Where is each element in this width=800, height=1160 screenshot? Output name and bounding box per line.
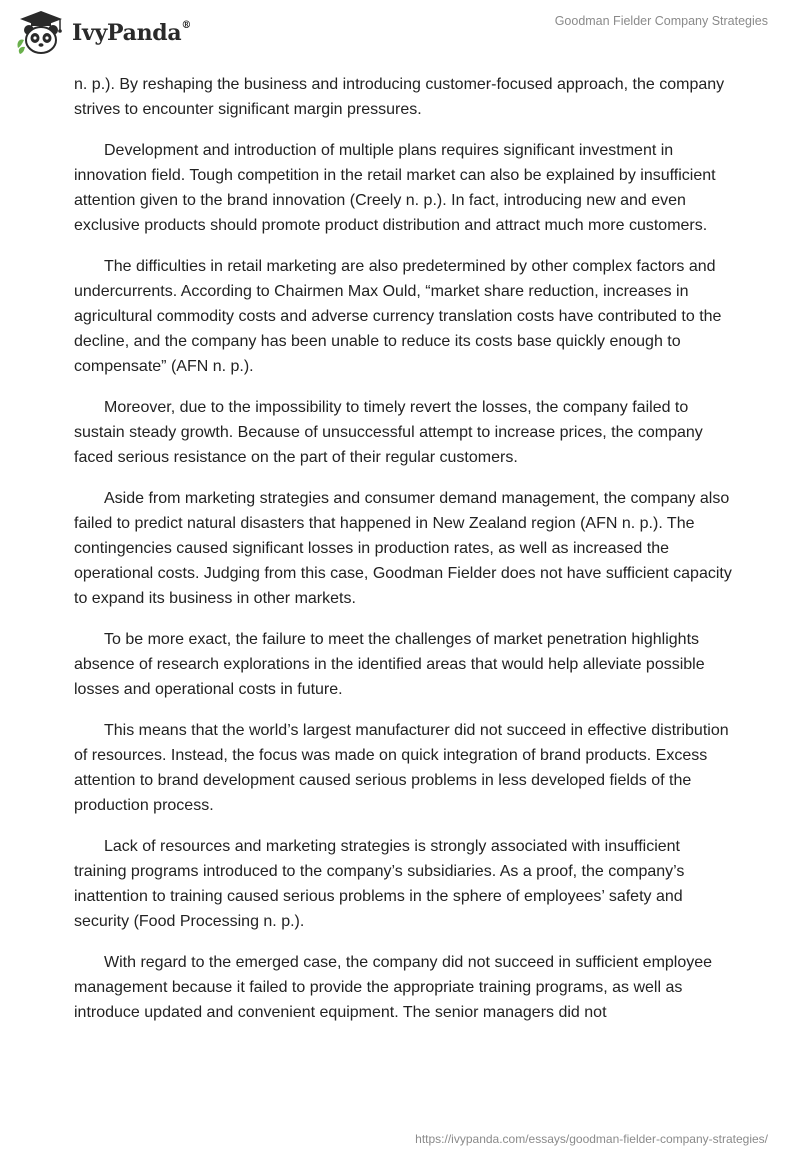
panda-graduate-icon (14, 8, 68, 58)
paragraph: To be more exact, the failure to meet the challenges of market penetration highlights absence of research explorations in the identified areas that would help alleviate possible losses and operational costs in future. (74, 631, 705, 698)
paragraph: Moreover, due to the impossibility to timely revert the losses, the company failed to sustain steady growth. Because of unsuccessful attempt to increase prices, the company faced serious resistance on the part of their regular customers. (74, 399, 703, 466)
essay-body (74, 72, 734, 1041)
page-header (0, 0, 800, 70)
brand-name: IvyPanda® (72, 19, 192, 46)
paragraph: With regard to the emerged case, the company did not succeed in sufficient employee management because it failed to provide the appropriate training programs, as well as introduce updated and convenient equipment. The senior managers did not (74, 954, 713, 1021)
paragraph: n. p.). By reshaping the business and introducing customer-focused approach, the company strives to encounter significant margin pressures. (74, 76, 725, 118)
paragraph: Development and introduction of multiple plans requires significant investment in innovation field. Tough competition in the retail market can also be explained by insufficient attention given to the brand innovation (Creely n. p.). In fact, introducing new and even exclusive products should promote product distribution and attract much more customers. (74, 142, 716, 234)
registered-mark: ® (181, 19, 192, 31)
paragraph: This means that the world’s largest manufacturer did not succeed in effective distribution of resources. Instead, the focus was made on quick integration of brand products. Excess attention to brand development caused serious problems in less developed fields of the production process. (74, 722, 729, 814)
paragraph: Aside from marketing strategies and consumer demand management, the company also failed to predict natural disasters that happened in New Zealand region (AFN n. p.). The contingencies caused significant losses in production rates, as well as increased the operational costs. Judging from this case, Goodman Fielder does not have sufficient capacity to expand its business in other markets. (74, 490, 732, 607)
source-url[interactable]: https://ivypanda.com/essays/goodman-fielder-company-strategies/ (415, 1132, 768, 1146)
ivypanda-logo[interactable] (14, 8, 191, 58)
paragraph: The difficulties in retail marketing are also predetermined by other complex factors and undercurrents. According to Chairmen Max Ould, “market share reduction, increases in agricultural commodity costs and adverse currency translation costs have contributed to the decline, and the company has been unable to reduce its costs base quickly enough to compensate” (AFN n. p.). (74, 258, 722, 375)
document-title: Goodman Fielder Company Strategies (554, 14, 768, 28)
paragraph: Lack of resources and marketing strategies is strongly associated with insufficient training programs introduced to the company’s subsidiaries. As a proof, the company’s inattention to training caused serious problems in the sphere of employees’ safety and security (Food Processing n. p.). (74, 838, 685, 930)
